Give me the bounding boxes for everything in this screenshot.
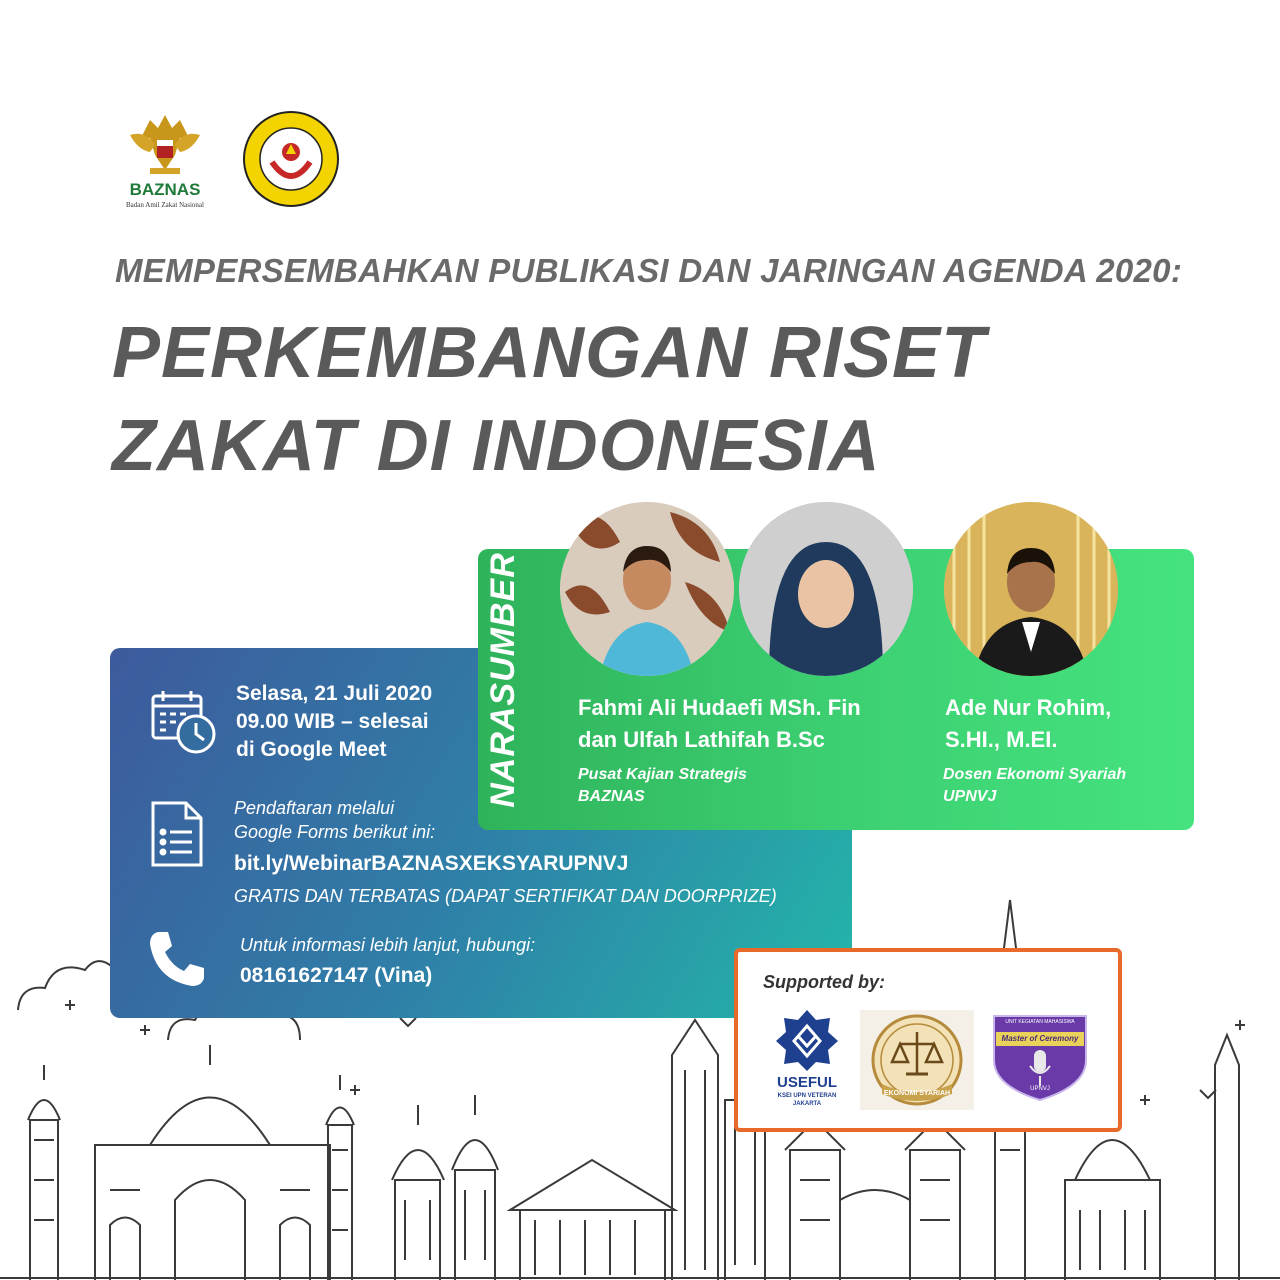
mc-top-text: UNIT KEGIATAN MAHASISWA <box>1005 1019 1075 1025</box>
mc-banner-text: Master of Ceremony <box>1001 1034 1079 1043</box>
speaker2-role-line2: UPNVJ <box>943 788 997 805</box>
registration-line1: Pendaftaran melalui <box>234 798 395 818</box>
mc-upnvj-logo <box>990 1010 1090 1102</box>
speaker1-role-line1: Pusat Kajian Strategis <box>578 766 747 783</box>
speaker-photo-ulfah <box>739 502 913 676</box>
mc-bottom-text: UPNVJ <box>1030 1086 1050 1092</box>
useful-name: USEFUL <box>777 1074 837 1091</box>
event-title-line1: PERKEMBANGAN RISET <box>112 313 987 393</box>
speaker-photo-fahmi <box>560 502 734 676</box>
ekonomi-syariah-logo <box>860 1010 974 1110</box>
registration-link[interactable]: bit.ly/WebinarBAZNASXEKSYARUPNVJ <box>234 852 629 875</box>
supported-by-label: Supported by: <box>763 972 885 992</box>
useful-logo <box>768 1008 846 1112</box>
speaker1-name-line2: dan Ulfah Lathifah B.Sc <box>578 727 825 752</box>
speaker-section-label-text: NARASUMBER <box>484 552 522 808</box>
contact-label: Untuk informasi lebih lanjut, hubungi: <box>240 935 536 955</box>
registration-line2: Google Forms berikut ini: <box>234 822 436 842</box>
speaker1-role-line2: BAZNAS <box>578 788 645 805</box>
upnvj-emblem-icon <box>242 110 340 208</box>
useful-sub1: KSEI UPN VETERAN <box>777 1093 837 1099</box>
useful-star-icon <box>768 1008 846 1072</box>
registration-note: GRATIS DAN TERBATAS (DAPAT SERTIFIKAT DAN DOORPRIZE) <box>234 886 777 906</box>
speaker1-name-line1: Fahmi Ali Hudaefi MSh. Fin <box>578 695 861 720</box>
baznas-logo <box>110 110 220 210</box>
event-date: Selasa, 21 Juli 2020 <box>236 682 433 705</box>
speaker2-name-line2: S.HI., M.EI. <box>945 727 1058 752</box>
ekonomi-syariah-text: EKONOMI SYARIAH <box>883 1090 951 1097</box>
calendar-clock-icon <box>150 688 218 756</box>
contact-number[interactable]: 08161627147 (Vina) <box>240 964 433 987</box>
form-document-icon <box>150 800 204 868</box>
baznas-name: BAZNAS <box>129 180 201 199</box>
speaker2-role-line1: Dosen Ekonomi Syariah <box>943 766 1127 783</box>
speaker-section-label <box>484 550 524 810</box>
baznas-tagline: Badan Amil Zakat Nasional <box>126 201 204 209</box>
speaker-photo-ade <box>944 502 1118 676</box>
phone-icon <box>146 928 208 990</box>
speaker2-name-line1: Ade Nur Rohim, <box>945 695 1112 720</box>
garuda-emblem-icon <box>110 110 220 180</box>
event-time: 09.00 WIB – selesai <box>236 710 429 733</box>
event-subtitle: MEMPERSEMBAHKAN PUBLIKASI DAN JARINGAN AGENDA 2020: <box>115 252 1183 289</box>
upnvj-logo <box>242 110 340 208</box>
event-place: di Google Meet <box>236 738 387 761</box>
useful-sub2: JAKARTA <box>792 1101 822 1107</box>
event-title-line2: ZAKAT DI INDONESIA <box>112 406 881 486</box>
